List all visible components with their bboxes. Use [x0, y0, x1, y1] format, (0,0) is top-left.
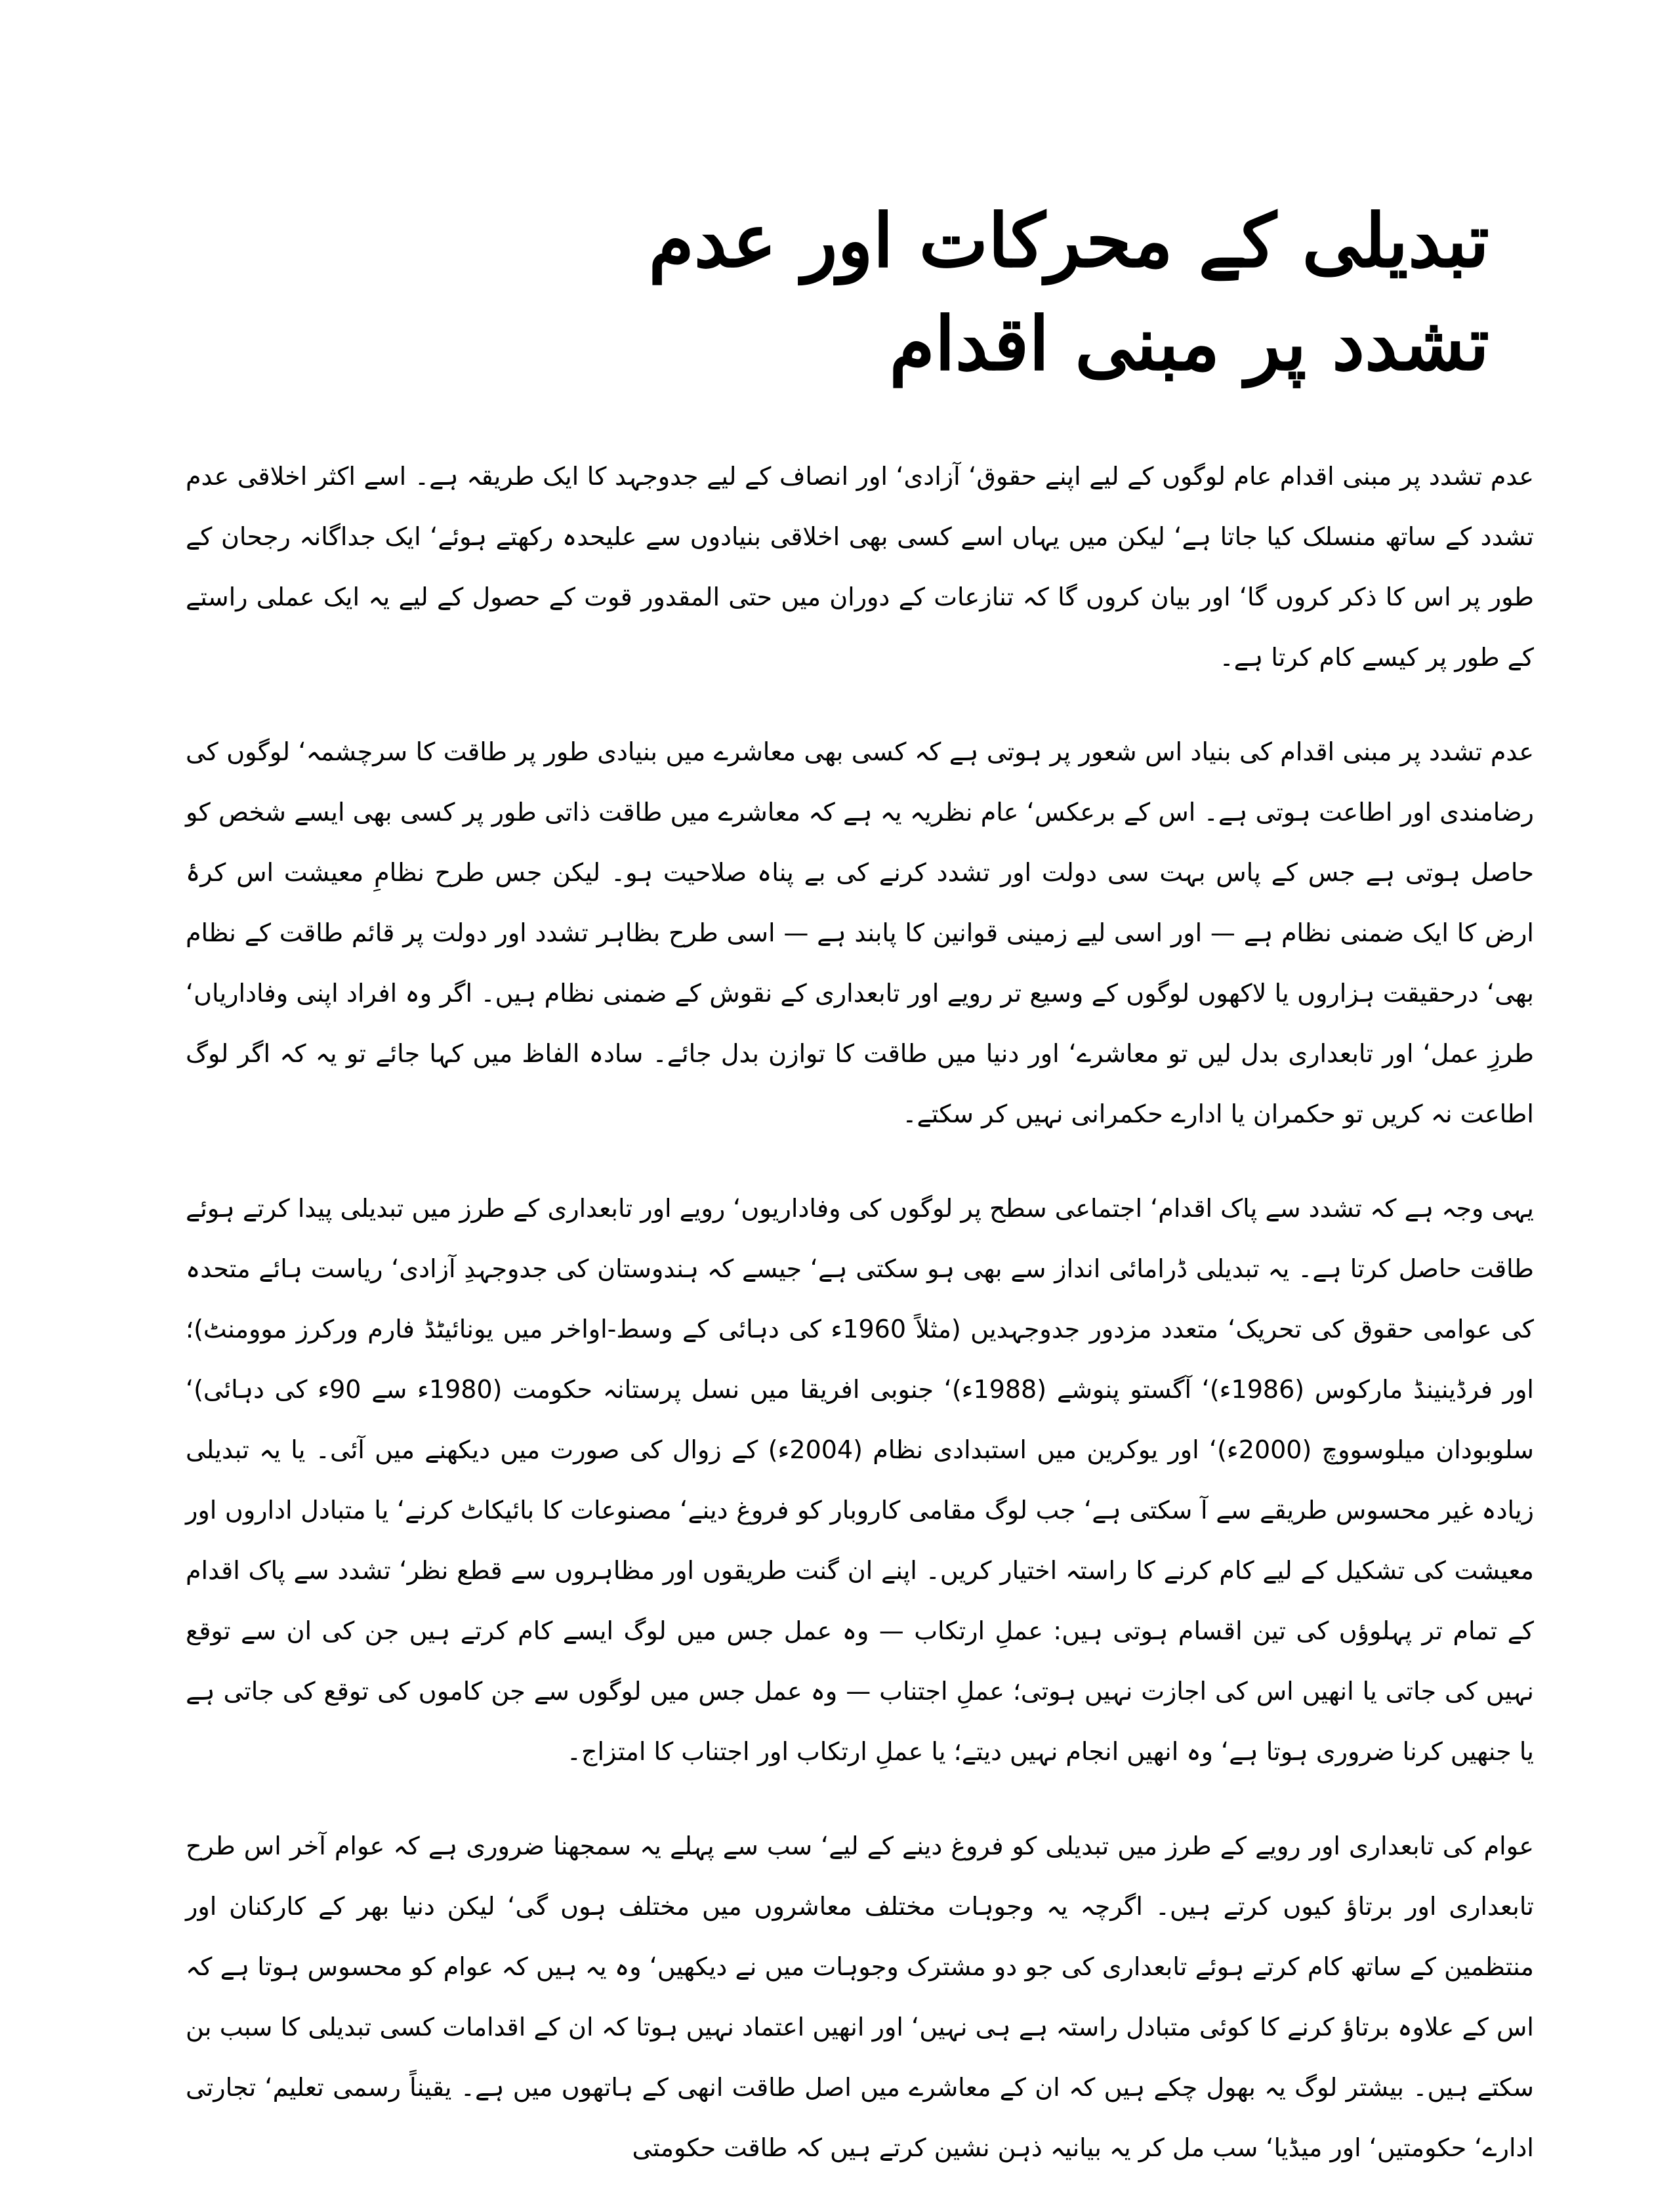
paragraph-3: یہی وجہ ہے کہ تشدد سے پاک اقدام‘ اجتماعی سطح پر لوگوں کی وفاداریوں‘ رویے اور تابعداری کے طرز میں تبدیلی پیدا کرتے ہوئے طاقت حاصل کرتا ہے۔ یہ تبدیلی ڈرامائی انداز سے بھی ہو سکتی ہے‘ جیسے کہ ہندوستان کی جدوجہدِ آزادی‘ ریاست ہائے متحدہ کی عوامی حقوق کی تحریک‘ متعدد مزدور جدوجہدیں (مثلاً 1960ء کی دہائی کے وسط-اواخر میں یونائیٹڈ فارم ورکرز موومنٹ)؛ اور فرڈینینڈ مارکوس (1986ء)‘ آگستو پنوشے (1988ء)‘ جنوبی افریقا میں نسل پرستانہ حکومت (1980ء سے 90ء کی دہائی)‘ سلوبودان میلوسووچ (2000ء)‘ اور یوکرین میں استبدادی نظام (2004ء) کے زوال کی صورت میں دیکھنے میں آئی۔ یا یہ تبدیلی زیادہ غیر محسوس طریقے سے آ سکتی ہے‘ جب لوگ مقامی کاروبار کو فروغ دینے‘ مصنوعات کا بائیکاٹ کرنے‘ یا متبادل اداروں اور معیشت کی تشکیل کے لیے کام کرنے کا راستہ اختیار کریں۔ اپنے ان گنت طریقوں اور مظاہروں سے قطع نظر‘ تشدد سے پاک اقدام کے تمام تر پہلوؤں کی تین اقسام ہوتی ہیں: عملِ ارتکاب — وہ عمل جس میں لوگ ایسے کام کرتے ہیں جن کی ان سے توقع نہیں کی جاتی یا انھیں اس کی اجازت نہیں ہوتی؛ عملِ اجتناب — وہ عمل جس میں لوگوں سے جن کاموں کی توقع کی جاتی ہے یا جنھیں کرنا ضروری ہوتا ہے‘ وہ انھیں انجام نہیں دیتے؛ یا عملِ ارتکاب اور اجتناب کا امتزاج۔: [186, 1194, 1534, 1766]
paragraph-4: عوام کی تابعداری اور رویے کے طرز میں تبدیلی کو فروغ دینے کے لیے‘ سب سے پہلے یہ سمجھنا ضروری ہے کہ عوام آخر اس طرح تابعداری اور برتاؤ کیوں کرتے ہیں۔ اگرچہ یہ وجوہات مختلف معاشروں میں مختلف ہوں گی‘ لیکن دنیا بھر کے کارکنان اور منتظمین کے ساتھ کام کرتے ہوئے تابعداری کی جو دو مشترک وجوہات میں نے دیکھیں‘ وہ یہ ہیں کہ عوام کو محسوس ہوتا ہے کہ اس کے علاوہ برتاؤ کرنے کا کوئی متبادل راستہ ہے ہی نہیں‘ اور انھیں اعتماد نہیں ہوتا کہ ان کے اقدامات کسی تبدیلی کا سبب بن سکتے ہیں۔ بیشتر لوگ یہ بھول چکے ہیں کہ ان کے معاشرے میں اصل طاقت انھی کے ہاتھوں میں ہے۔ یقیناً رسمی تعلیم‘ تجارتی ادارے‘ حکومتیں‘ اور میڈیا‘ سب مل کر یہ بیانیہ ذہن نشین کرتے ہیں کہ طاقت حکومتی: [186, 1832, 1534, 2162]
paragraph-2: عدم تشدد پر مبنی اقدام کی بنیاد اس شعور پر ہوتی ہے کہ کسی بھی معاشرے میں بنیادی طور پر طاقت کا سرچشمہ‘ لوگوں کی رضامندی اور اطاعت ہوتی ہے۔ اس کے برعکس‘ عام نظریہ یہ ہے کہ معاشرے میں طاقت ذاتی طور پر کسی بھی ایسے شخص کو حاصل ہوتی ہے جس کے پاس بہت سی دولت اور تشدد کرنے کی بے پناہ صلاحیت ہو۔ لیکن جس طرح نظامِ معیشت اس کرۂ ارض کا ایک ضمنی نظام ہے — اور اسی لیے زمینی قوانین کا پابند ہے — اسی طرح بظاہر تشدد اور دولت پر قائم طاقت کے نظام بھی‘ درحقیقت ہزاروں یا لاکھوں لوگوں کے وسیع تر رویے اور تابعداری کے نقوش کے ضمنی نظام ہیں۔ اگر وہ افراد اپنی وفاداریاں‘ طرزِ عمل‘ اور تابعداری بدل لیں تو معاشرے‘ اور دنیا میں طاقت کا توازن بدل جائے۔ سادہ الفاظ میں کہا جائے تو یہ کہ اگر لوگ اطاعت نہ کریں تو حکمران یا ادارے حکمرانی نہیں کر سکتے۔: [186, 737, 1534, 1128]
document-body: [186, 446, 1534, 2212]
document-title: تبدیلی کے محرکات اور عدم تشدد پر مبنی اقدام: [648, 198, 1489, 387]
paragraph-1: عدم تشدد پر مبنی اقدام عام لوگوں کے لیے اپنے حقوق‘ آزادی‘ اور انصاف کے لیے جدوجہد کا ایک طریقہ ہے۔ اسے اکثر اخلاقی عدم تشدد کے ساتھ منسلک کیا جاتا ہے‘ لیکن میں یہاں اسے کسی بھی اخلاقی بنیادوں سے علیحدہ رکھتے ہوئے‘ ایک جداگانہ رجحان کے طور پر اس کا ذکر کروں گا‘ اور بیان کروں گا کہ تنازعات کے دوران میں حتی المقدور قوت کے حصول کے لیے یہ ایک عملی راستے کے طور پر کیسے کام کرتا ہے۔: [186, 462, 1534, 672]
